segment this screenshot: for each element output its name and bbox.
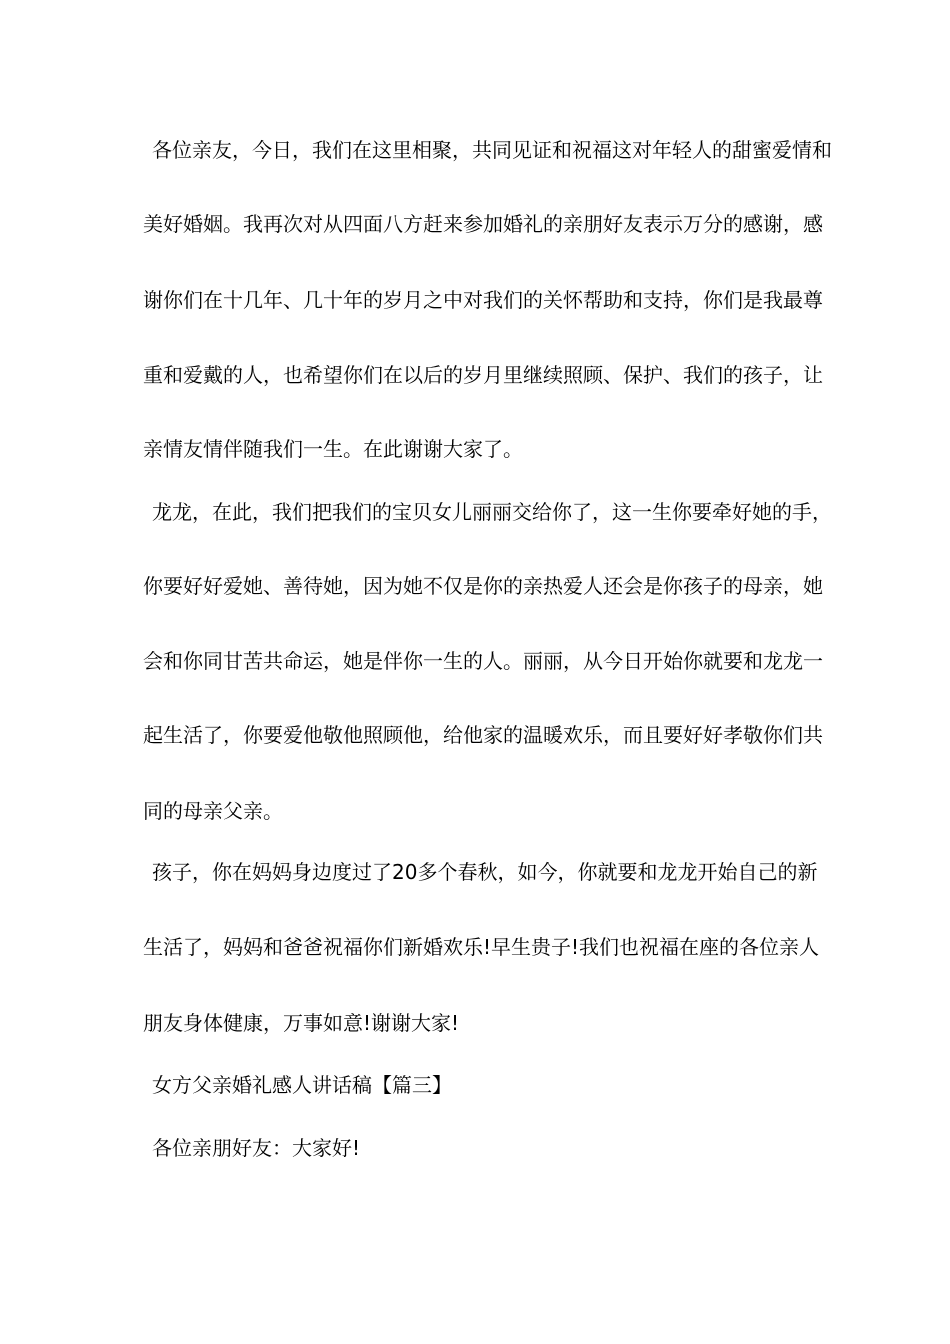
text-line: 重和爱戴的人，也希望你们在以后的岁月里继续照顾、保护、我们的孩子，让 [143,363,823,387]
text-line: 朋友身体健康，万事如意!谢谢大家! [143,1011,460,1035]
text-line: 生活了，妈妈和爸爸祝福你们新婚欢乐!早生贵子!我们也祝福在座的各位亲人 [143,935,820,959]
text-line: 起生活了，你要爱他敬他照顾他，给他家的温暖欢乐，而且要好好孝敬你们共 [143,723,823,747]
section-heading: 女方父亲婚礼感人讲话稿【篇三】 [152,1073,452,1097]
text-line: 各位亲友，今日，我们在这里相聚，共同见证和祝福这对年轻人的甜蜜爱情和 [152,138,832,162]
salutation-line: 各位亲朋好友：大家好! [152,1136,361,1160]
text-line: 你要好好爱她、善待她，因为她不仅是你的亲热爱人还会是你孩子的母亲，她 [143,574,823,598]
text-line: 同的母亲父亲。 [143,799,283,823]
text-line: 会和你同甘苦共命运，她是伴你一生的人。丽丽，从今日开始你就要和龙龙一 [143,649,823,673]
text-line: 孩子，你在妈妈身边度过了20多个春秋，如今，你就要和龙龙开始自己的新 [152,860,818,884]
text-line: 亲情友情伴随我们一生。在此谢谢大家了。 [143,437,523,461]
text-line: 谢你们在十几年、几十年的岁月之中对我们的关怀帮助和支持，你们是我最尊 [143,288,823,312]
text-line: 龙龙，在此，我们把我们的宝贝女儿丽丽交给你了，这一生你要牵好她的手， [152,500,832,524]
text-line: 美好婚姻。我再次对从四面八方赶来参加婚礼的亲朋好友表示万分的感谢，感 [143,212,823,236]
